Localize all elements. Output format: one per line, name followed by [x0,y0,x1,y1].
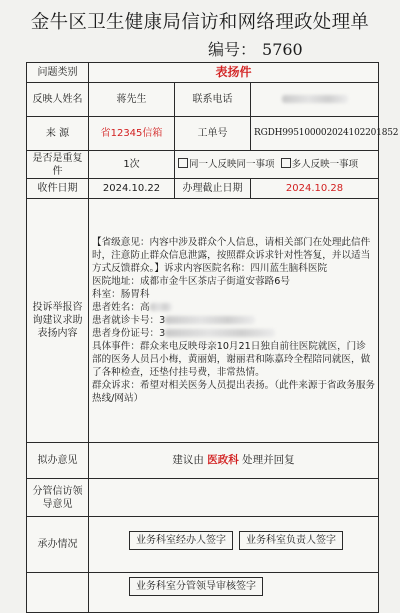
complaint-line-7: 具体事件：群众来电反映母亲10月21日独自前往医院就医，门诊部的医务人员吕小梅，黄丽娟，谢丽君和陈嘉玲全程陪同就医，做了各种检查，还垫付挂号费，非常热情。 [92,341,371,378]
complaint-line-3: 科室：肠胃科 [92,289,150,300]
serial-value: 5760 [262,40,303,59]
ticket-label: 工单号 [175,117,251,151]
complaint-line-6 [92,327,375,340]
row-repeat [27,151,379,179]
repeat-options [175,151,379,179]
repeat-label: 是否是重复件 [27,151,89,179]
reporter-name: 蒋先生 [89,83,175,117]
card-number: 患者就诊卡号：3 [92,315,166,326]
phone-value-redacted [251,83,379,117]
handling-label: 承办情况 [27,517,89,573]
ticket-value: RGDH995100002024102201852 [251,117,379,151]
draft-dept: 医政科 [207,454,239,466]
row-draft [27,443,379,479]
handling-content [89,517,379,573]
draft-suffix: 处理并回复 [242,454,295,466]
type-value: 表扬件 [89,63,379,83]
sig-staff-box: 业务科室经办人签字 [129,531,233,550]
source-label: 来 源 [27,117,89,151]
complaint-form [26,62,399,613]
row-handling [27,517,379,573]
leader-label: 分管信访领导意见 [27,479,89,517]
complaint-line-2: 医院地址：成都市金牛区茶店子街道安蓉路6号 [92,276,290,287]
draft-prefix: 建议由 [172,454,204,466]
complaint-content [89,199,379,443]
type-label: 问题类别 [27,63,89,83]
draft-label: 拟办意见 [27,443,89,479]
complaint-line-4 [92,301,375,314]
complaint-line-8: 群众诉求：希望对相关医务人员提出表扬。（此件来源于省政务服务热线/网站） [92,380,376,404]
recv-date: 2024.10.22 [89,179,175,199]
repeat-opt1: 同一人反映同一事项 [189,159,275,170]
repeat-value: 1次 [89,151,175,179]
id-number: 患者身份证号：3 [92,328,166,339]
checkbox-same-person[interactable] [178,158,188,168]
leader-sign-blank [27,573,89,613]
row-leader-sign [27,573,379,613]
sig-head-box: 业务科室负责人签字 [239,531,343,550]
row-dates [27,179,379,199]
row-leader [27,479,379,517]
complaint-line-5 [92,314,375,327]
recv-date-label: 收件日期 [27,179,89,199]
serial-label: 编号： [208,40,257,59]
serial-number [208,37,303,60]
source-value: 省12345信箱 [89,117,175,151]
leader-opinion-empty [89,479,379,517]
deadline-label: 办理截止日期 [175,179,251,199]
phone-label: 联系电话 [175,83,251,117]
draft-opinion [89,443,379,479]
deadline-date: 2024.10.28 [251,179,379,199]
document-title: 金牛区卫生健康局信访和网络理政处理单 [30,12,370,33]
row-type [27,63,379,83]
row-complaint [27,199,379,443]
patient-name: 患者姓名：高 [92,302,150,313]
row-reporter [27,83,379,117]
row-source [27,117,379,151]
complaint-label: 投诉举报咨询建议求助表扬内容 [27,199,89,443]
reporter-label: 反映人姓名 [27,83,89,117]
checkbox-multi-person[interactable] [281,158,291,168]
repeat-opt2: 多人反映一事项 [291,159,359,170]
sig-leader-box: 业务科室分管领导审核签字 [129,577,263,596]
complaint-line-1: 【省级意见：内容中涉及群众个人信息，请相关部门在处理此信件时，注意防止群众信息泄露，按照群众诉求针对性答复，并以适当方式反馈群众。】诉求内容医院名称：四川蓝生脑科医院 [92,237,371,274]
leader-sign-content [89,573,379,613]
